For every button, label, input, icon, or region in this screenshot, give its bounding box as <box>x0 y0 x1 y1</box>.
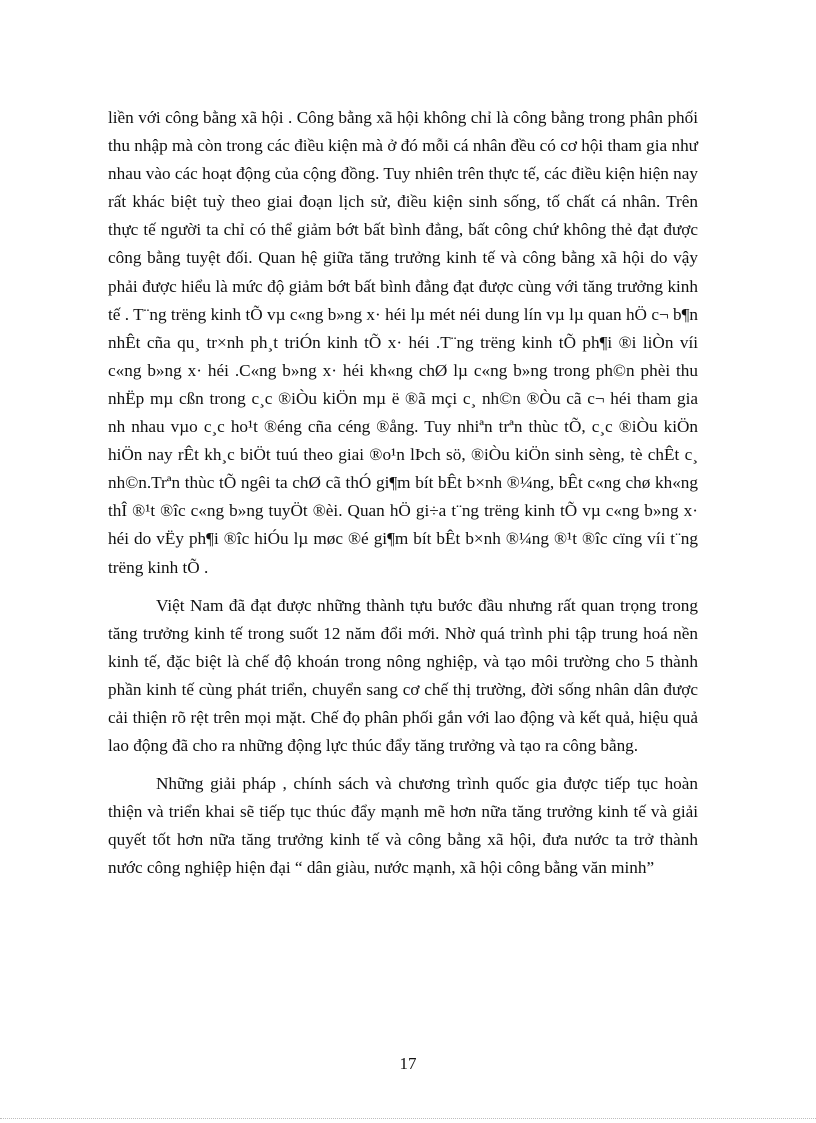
page-bottom-divider <box>0 1118 816 1119</box>
paragraph-1: liền với công bằng xã hội . Công bằng xã hội không chỉ là công bằng trong phân phối thu nhập mà còn trong các điều kiện mà ở đó mỗi cá nhân đều có cơ hội tham gia như nhau vào các hoạt động của cộng đồng. Tuy nhiên trên thực tế, các điều kiện hiện nay rất khác biệt tuỳ theo giai đoạn lịch sử, điều kiện sinh sống, tố chất cá nhân. Trên thực tế người ta chỉ có thể giảm bớt bất bình đẳng, bất công chứ không thẻ đạt được công bằng tuyệt đối. Quan hệ giữa tăng trưởng kinh tế và công bằng xã hội do vậy phải được hiểu là mức độ giảm bớt bất bình đẳng đạt được cùng với tăng trưởng kinh tế . T¨ng trëng kinh tÕ vµ c«ng b»ng x· héi lµ mét néi dung lín vµ lµ quan hÖ c¬ b¶n nhÊt cña qu¸ tr×nh ph¸t triÓn kinh tÕ x· héi .T¨ng trëng kinh tÕ ph¶i ®i liÒn víi c«ng b»ng x· héi .C«ng b»ng x· héi kh«ng chØ lµ c«ng b»ng trong ph©n phèi thu nhËp mµ cßn trong c¸c ®iÒu kiÖn mµ ë ®ã mçi c¸ nh©n ®Òu cã c¬ héi tham gia nh nhau vµo c¸c ho¹t ®éng cña céng ®ång. Tuy nhiªn trªn thùc tÕ, c¸c ®iÒu kiÖn hiÖn nay rÊt kh¸c biÖt tuú theo giai ®o¹n lÞch sö, ®iÒu kiÖn sinh sèng, tè chÊt c¸ nh©n.Trªn thùc tÕ ngêi ta chØ cã thÓ gi¶m bít bÊt b×nh ®¼ng, bÊt c«ng chø kh«ng thÎ ®¹t ®îc c«ng b»ng tuyÖt ®èi. Quan hÖ gi÷a t¨ng trëng kinh tÕ vµ c«ng b»ng x· héi do vËy ph¶i ®îc hiÓu lµ møc ®é gi¶m bít bÊt b×nh ®¼ng ®¹t ®îc cïng víi t¨ng trëng kinh tÕ . <box>108 108 698 577</box>
body-text <box>108 104 698 883</box>
paragraph-3: Những giải pháp , chính sách và chương trình quốc gia được tiếp tục hoàn thiện và triển khai sẽ tiếp tục thúc đẩy mạnh mẽ hơn nữa tăng trưởng kinh tế và giải quyết tốt hơn nữa tăng trưởng kinh tế và công bằng xã hội, đưa nước ta trở thành nước công nghiệp hiện đại “ dân giàu, nước mạnh, xã hội công bằng văn minh” <box>108 774 698 878</box>
page-number: 17 <box>399 1054 417 1073</box>
paragraph-2: Việt Nam đã đạt được những thành tựu bước đầu nhưng rất quan trọng trong tăng trưởng kinh tế trong suốt 12 năm đổi mới. Nhờ quá trình phi tập trung hoá nền kinh tế, đặc biệt là chế độ khoán trong nông nghiệp, và tạo môi trường cho 5 thành phần kinh tế cùng phát triển, chuyển sang cơ chế thị trường, đời sống nhân dân được cải thiện rõ rệt trên mọi mặt. Chế đọ phân phối gắn với lao động và kết quả, hiệu quả lao động đã cho ra những động lực thúc đẩy tăng trưởng và tạo ra công bằng. <box>108 595 698 756</box>
